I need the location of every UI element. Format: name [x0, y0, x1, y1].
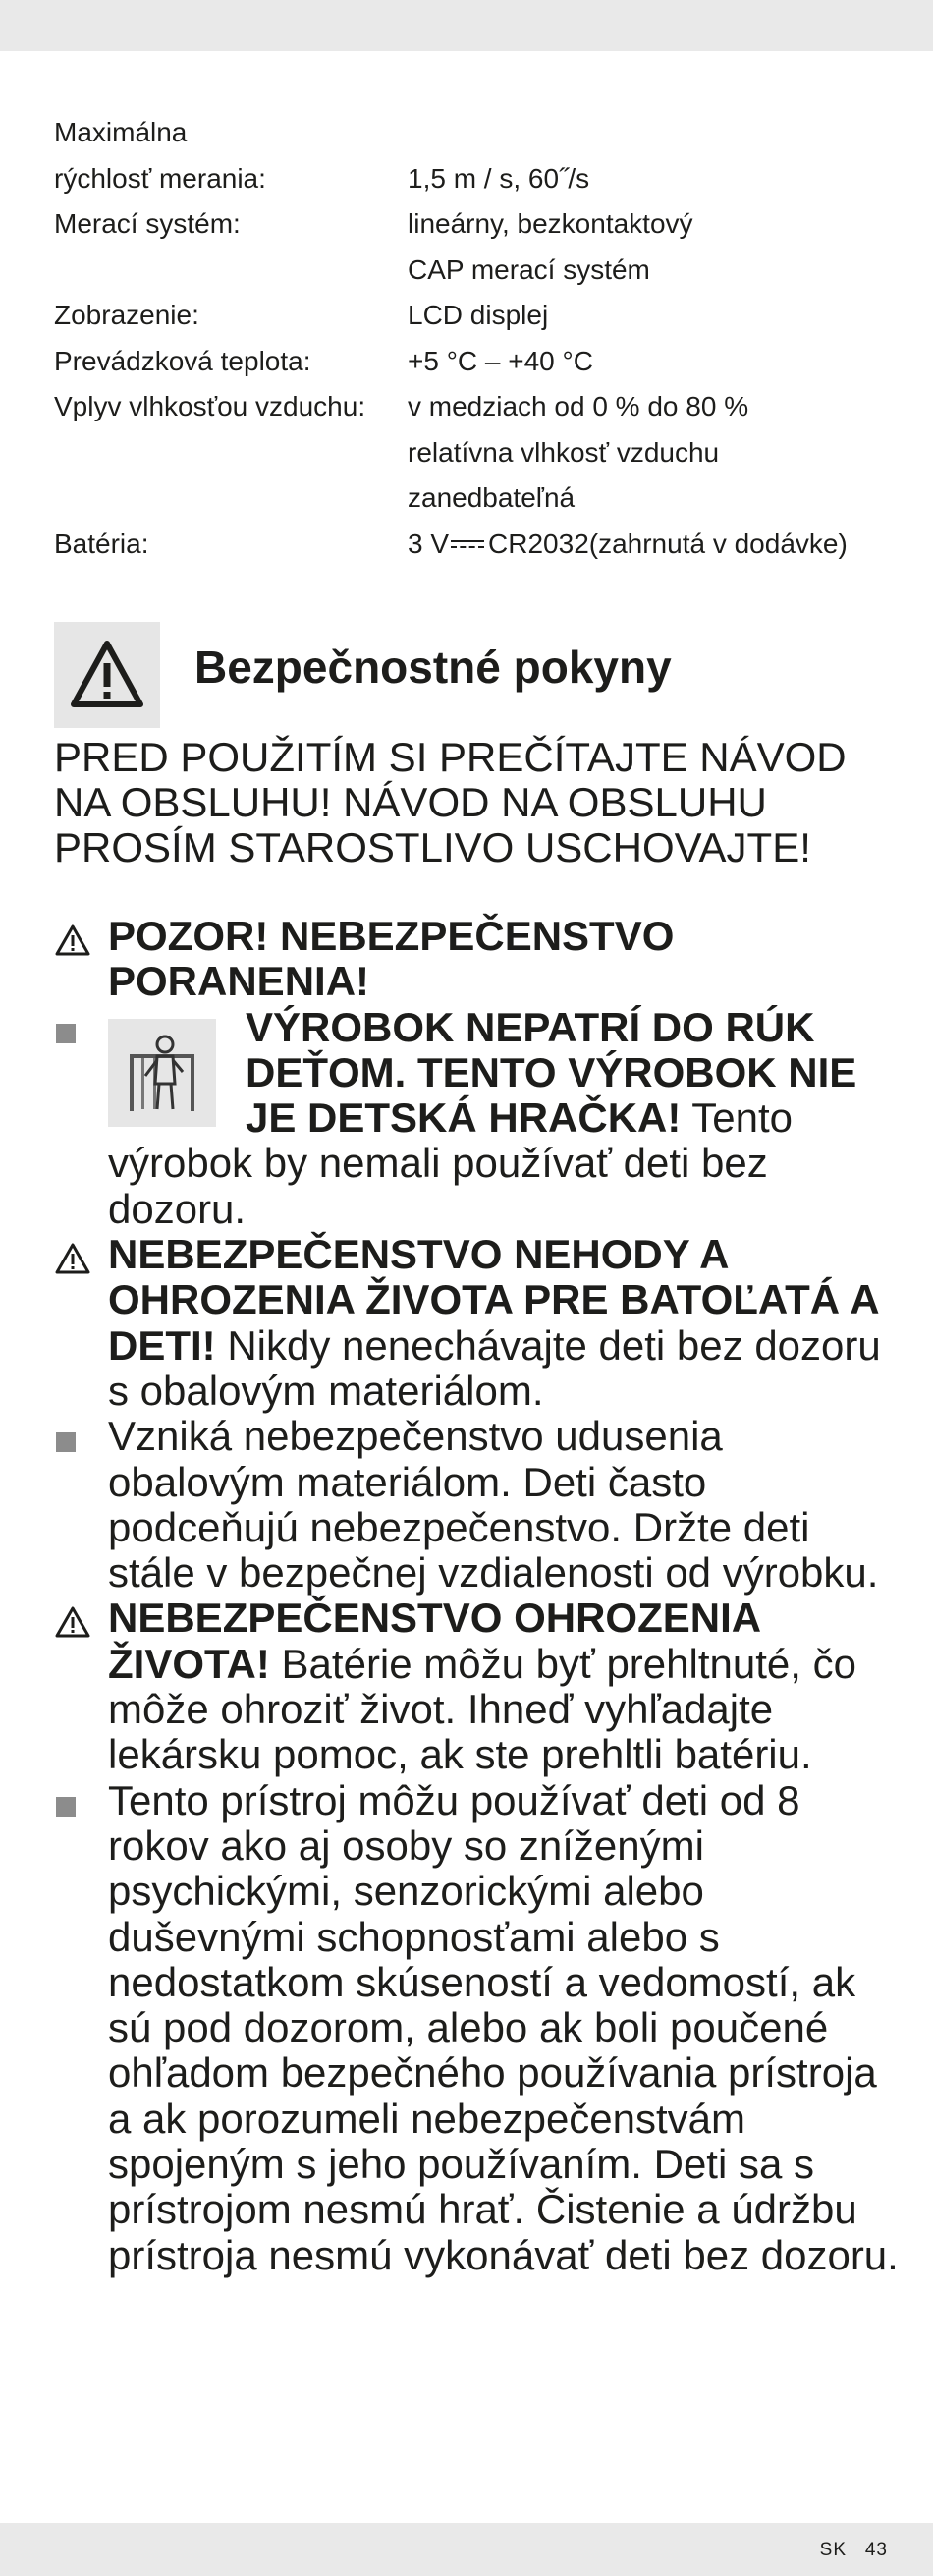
warning-heading: VÝROBOK NEPATRÍ DO RÚK DEŤOM. TENTO VÝROBOK NIE JE DETSKÁ HRAČKA! — [246, 1003, 857, 1142]
spec-label: Zobrazenie: — [54, 300, 199, 330]
spec-row — [54, 248, 899, 294]
bullet-text: Tento prístroj môžu používať deti od 8 rokov ako aj osoby so zníženými psychickými, senzorickými alebo duševnými schopnosťami alebo s nedostatkom skúseností a vedomostí, ak sú pod dozorom, alebo ak boli poučené ohľadom bezpečného používania prístroja a ak porozumeli nebezpečenstvám spojeným s jeho používaním. Deti sa s prístrojom nesmú hrať. Čistenie a údržbu prístroja nesmú vykonávať deti bez dozoru. — [108, 1776, 899, 2278]
spec-value: zanedbateľná — [408, 482, 576, 513]
spec-value: relatívna vlhkosť vzduchu — [408, 436, 720, 468]
warning-text: Tento výrobok by nemali používať deti bez dozoru. — [108, 1094, 794, 1232]
spec-label: rýchlosť merania: — [54, 162, 266, 194]
spec-value: lineárny, bezkontaktový — [408, 208, 693, 239]
warning-triangle-icon — [54, 1242, 91, 1275]
spec-row — [54, 476, 899, 522]
warning-item — [54, 1232, 899, 1414]
spec-value: +5 °C – +40 °C — [408, 345, 593, 376]
dc-symbol-icon — [451, 536, 484, 554]
warning-triangle-icon — [54, 924, 91, 957]
warning-heading: NEBEZPEČENSTVO OHROZENIA ŽIVOTA! — [108, 1595, 760, 1687]
warning-item — [54, 914, 899, 1005]
bullet-item — [54, 1414, 899, 1596]
bullet-square-icon — [56, 1797, 76, 1817]
spec-row — [54, 156, 899, 202]
spec-label: Maximálna — [54, 117, 188, 147]
battery-type: CR2032(zahrnutá v dodávke) — [488, 528, 848, 559]
spec-row — [54, 110, 899, 156]
spec-label: Merací systém: — [54, 208, 241, 239]
spec-value: LCD displej — [408, 300, 549, 330]
warning-text: Batérie môžu byť prehltnuté, čo môže ohroziť život. Ihneď vyhľadajte lekársku pomoc, ak ste prehltli batériu. — [108, 1640, 856, 1778]
bullet-square-icon — [56, 1432, 76, 1452]
child-warning-icon — [108, 1019, 216, 1127]
spec-row — [54, 384, 899, 430]
spec-label: Prevádzková teplota: — [54, 345, 311, 376]
spec-value — [408, 110, 899, 156]
bullet-item — [54, 1005, 899, 1232]
spec-value: 1,5 m / s, 60˝/s — [408, 162, 590, 194]
top-bar — [0, 0, 933, 51]
warning-item — [54, 1596, 899, 1777]
safety-instructions — [54, 914, 899, 2278]
spec-label: Vplyv vlhkosťou vzduchu: — [54, 391, 366, 421]
spec-row — [54, 201, 899, 248]
spec-row — [54, 293, 899, 339]
spec-label — [54, 476, 408, 522]
warning-triangle-icon — [54, 622, 160, 728]
footer-bar — [0, 2523, 933, 2576]
section-title: Bezpečnostné pokyny — [194, 642, 672, 693]
warning-triangle-icon — [54, 1605, 91, 1639]
spec-label: Batéria: — [54, 528, 149, 559]
spec-label — [54, 248, 408, 294]
spec-row-battery — [54, 522, 899, 568]
spec-row — [54, 430, 899, 476]
warning-heading: POZOR! NEBEZPEČENSTVO PORANENIA! — [108, 913, 675, 1005]
warning-text: Nikdy nenechávajte deti bez dozoru s obalovým materiálom. — [108, 1321, 881, 1414]
intro-text: PRED POUŽITÍM SI PREČÍTAJTE NÁVOD NA OBSLUHU! NÁVOD NA OBSLUHU PROSÍM STAROSTLIVO USCHOVAJTE! — [54, 734, 847, 870]
page-number-value: 43 — [864, 2540, 888, 2560]
bullet-text: Vzniká nebezpečenstvo udusenia obalovým materiálom. Deti často podceňujú nebezpečenstvo. Držte deti stále v bezpečnej vzdialenosti od výrobku. — [108, 1413, 879, 1596]
battery-voltage: 3 V — [408, 528, 450, 559]
technical-specs — [54, 110, 899, 567]
bullet-square-icon — [56, 1024, 76, 1043]
page-number — [820, 2540, 888, 2561]
warning-heading: NEBEZPEČENSTVO NEHODY A OHROZENIA ŽIVOTA PRE BATOĽATÁ A DETI! — [108, 1231, 878, 1369]
spec-row — [54, 339, 899, 385]
spec-value — [408, 522, 899, 568]
spec-label — [54, 430, 408, 476]
spec-value: CAP merací systém — [408, 253, 650, 285]
bullet-item — [54, 1778, 899, 2278]
language-code: SK — [819, 2540, 848, 2560]
spec-value: v medziach od 0 % do 80 % — [408, 391, 749, 421]
